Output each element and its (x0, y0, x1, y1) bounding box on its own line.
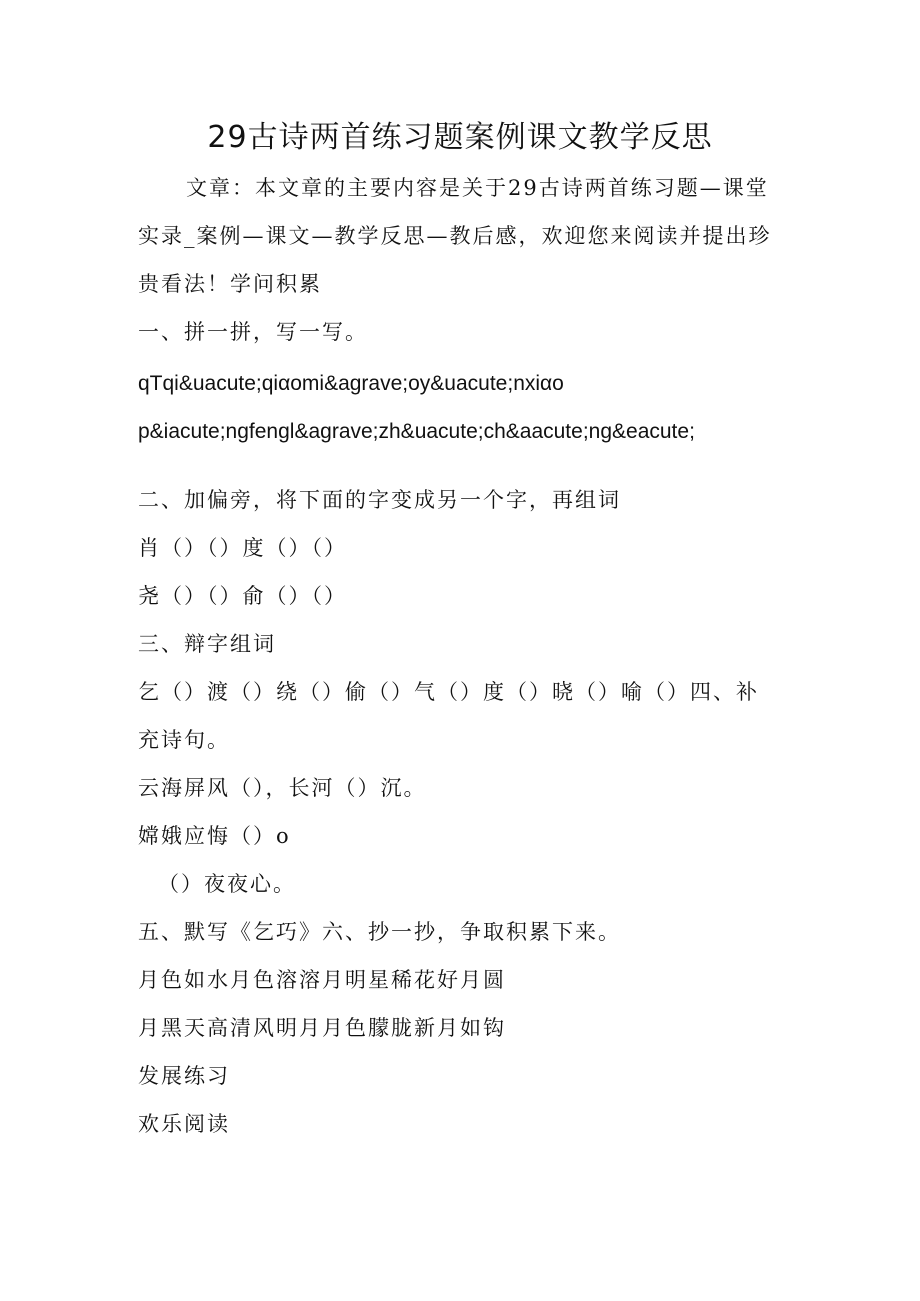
intro-line-1: 文章：本文章的主要内容是关于29古诗两首练习题—课堂 (186, 176, 769, 200)
section-heading: 发展练习 (138, 1064, 230, 1088)
section-5-heading: 五、默写《乞巧》六、抄一抄，争取积累下来。 (138, 920, 621, 944)
pinyin-line-2: p&iacute;ngfengl&agrave;zh&uacute;ch&aacute;ng&eacute; (138, 420, 695, 443)
exercise-line: 肖（）（）度（）（） (138, 536, 347, 560)
section-2-heading: 二、加偏旁，将下面的字变成另一个字，再组词 (138, 488, 621, 512)
exercise-line: 乞（）渡（）绕（）偷（）气（）度（）晓（）喻（）四、补 (138, 680, 759, 704)
intro-line-3: 贵看法！学问积累 (138, 272, 322, 296)
exercise-line: 尧（）（）俞（）（） (138, 584, 347, 608)
section-1-heading: 一、拼一拼，写一写。 (138, 320, 368, 344)
section-4-heading: 充诗句。 (138, 728, 230, 752)
section-3-heading: 三、辩字组词 (138, 632, 276, 656)
phrase-line: 月色如水月色溶溶月明星稀花好月圆 (138, 968, 506, 992)
intro-line-2: 实录_案例—课文—教学反思—教后感，欢迎您来阅读并提出珍 (138, 224, 772, 248)
poem-line: 云海屏风（），长河（）沉。 (138, 776, 427, 800)
phrase-line: 月黑天高清风明月月色朦胧新月如钩 (138, 1016, 506, 1040)
pinyin-line-1: qTqi&uacute;qiαomi&agrave;oy&uacute;nxiαo (138, 372, 564, 395)
section-heading: 欢乐阅读 (138, 1112, 230, 1136)
poem-line: （）夜夜心。 (158, 872, 296, 896)
page-title: 29古诗两首练习题案例课文教学反思 (207, 120, 713, 155)
poem-line: 嫦娥应悔（）o (138, 824, 291, 848)
